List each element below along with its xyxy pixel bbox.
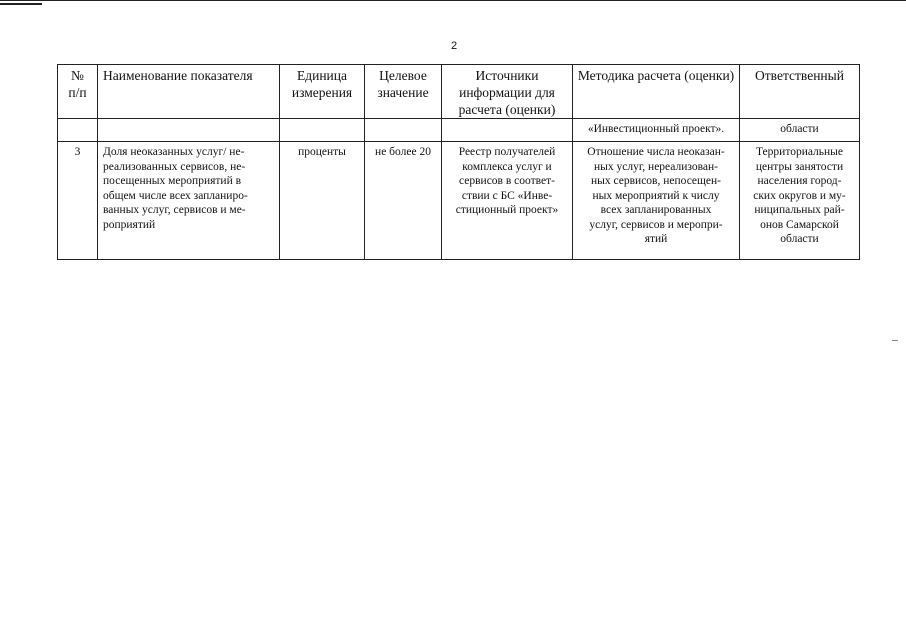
cont-name (98, 119, 280, 142)
header-num (58, 65, 98, 119)
page-number: 2 (450, 40, 458, 52)
row3-name: Доля неоказанных услуг/ не- реализованных сервисов, не- посещенных мероприятий в общем числе всех запланиро- ванных услуг, сервисов и ме- роприятий (98, 142, 280, 260)
cont-responsible: области (740, 119, 860, 142)
header-unit: Единица измерения (280, 65, 365, 119)
cont-target (365, 119, 442, 142)
table-row-3 (58, 142, 860, 260)
header-target: Целевое значение (365, 65, 442, 119)
header-name: Наименование показателя (98, 65, 280, 119)
table-row-continuation (58, 119, 860, 142)
cont-num (58, 119, 98, 142)
table-header-row (58, 65, 860, 119)
header-method: Методика расчета (оценки) (573, 65, 740, 119)
row3-responsible: Территориальные центры занятости населения город- ских округов и му- ниципальных рай- онов Самарской области (740, 142, 860, 260)
cont-unit (280, 119, 365, 142)
scan-corner-mark (0, 3, 42, 5)
row3-unit: проценты (280, 142, 365, 260)
page-top-rule (0, 0, 906, 1)
cont-method: «Инвестиционный проект». (573, 119, 740, 142)
row3-method: Отношение числа неоказан- ных услуг, нереализован- ных сервисов, непосещен- ных мероприятий к числу всех запланированных услуг, сервисов и меропри- ятий (573, 142, 740, 260)
row3-target: не более 20 (365, 142, 442, 260)
header-responsible: Ответственный (740, 65, 860, 119)
header-sources: Источники информации для расчета (оценки) (442, 65, 573, 119)
row3-sources: Реестр получателей комплекса услуг и сервисов в соответ- ствии с БС «Инве- стиционный проект» (442, 142, 573, 260)
header-num-text: № п/п (68, 68, 87, 100)
indicators-table (57, 64, 860, 260)
row3-num: 3 (58, 142, 98, 260)
cont-sources (442, 119, 573, 142)
margin-mark (892, 340, 898, 341)
